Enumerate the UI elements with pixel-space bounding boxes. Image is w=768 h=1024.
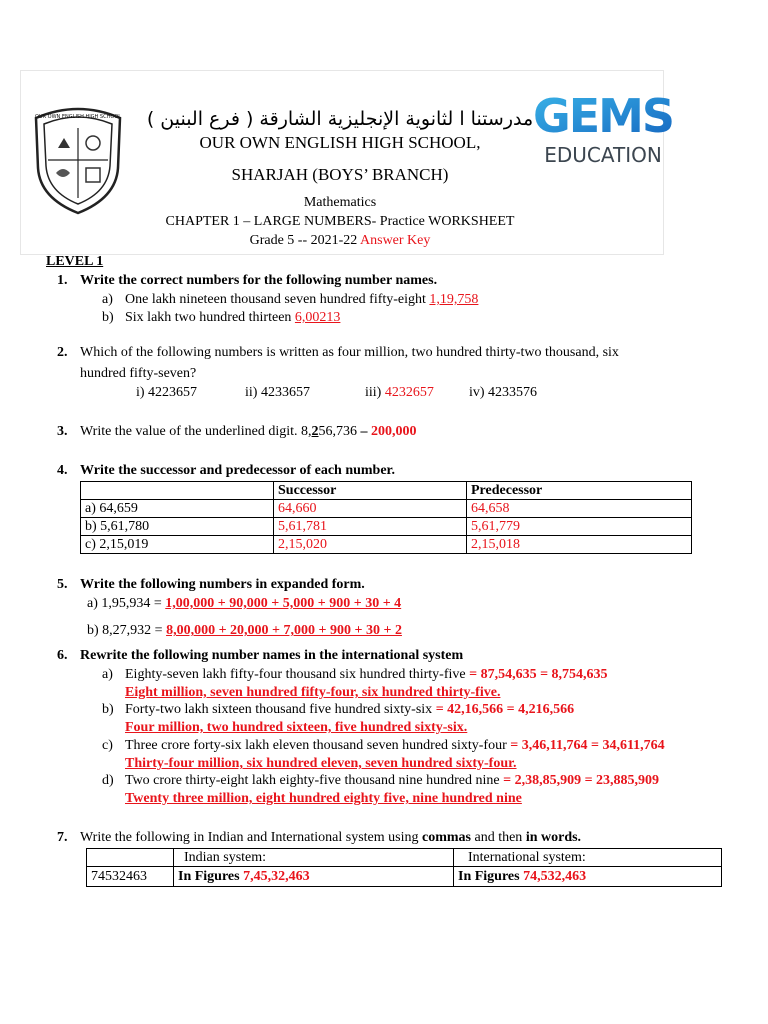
q2-number: 2. <box>57 345 68 360</box>
q5-a-line <box>87 596 401 612</box>
q4-number: 4. <box>57 463 68 478</box>
q3-number-value <box>301 424 357 439</box>
row-number: a) 64,659 <box>81 500 274 518</box>
q1-a-text: One lakh nineteen thousand seven hundred fifty-eight <box>125 292 426 307</box>
q5-text: Write the following numbers in expanded form. <box>80 577 365 592</box>
indian-figures-label: In Figures <box>178 868 240 884</box>
row-number: c) 2,15,019 <box>81 536 274 554</box>
q3-number-pre: 8, <box>301 424 312 439</box>
table-row <box>87 867 722 887</box>
q6-b-label: b) <box>102 702 114 717</box>
q6-a-answer: = 87,54,635 = 8,754,635 <box>469 667 608 682</box>
intl-value: 74,532,463 <box>523 868 587 884</box>
table-header-cell <box>81 482 274 500</box>
row-number: b) 5,61,780 <box>81 518 274 536</box>
row-predecessor: 5,61,779 <box>467 518 692 536</box>
row-successor: 2,15,020 <box>274 536 467 554</box>
row-number: 74532463 <box>87 867 174 887</box>
q6-d-answer: = 2,38,85,909 = 23,885,909 <box>503 773 660 788</box>
q1-b-label: b) <box>102 310 114 325</box>
q6-c-words: Thirty-four million, six hundred eleven, seven hundred sixty-four. <box>125 756 517 771</box>
q3-number: 3. <box>57 424 68 439</box>
q6-d-line <box>125 773 659 789</box>
q6-a-label: a) <box>102 667 113 682</box>
q6-a-words: Eight million, seven hundred fifty-four, six hundred thirty-five. <box>125 685 501 700</box>
table-header-row <box>87 849 722 867</box>
q2-option-3 <box>365 385 434 401</box>
table-header-predecessor: Predecessor <box>467 482 692 500</box>
q1-b-answer: 6,00213 <box>294 310 341 325</box>
q6-b-answer: = 42,16,566 = 4,216,566 <box>435 702 575 717</box>
q7-in-words: in words. <box>525 830 582 845</box>
school-branch: SHARJAH (BOYS’ BRANCH) <box>231 165 449 184</box>
q3-line <box>80 424 417 440</box>
q7-line <box>80 830 581 846</box>
q1-b-line <box>125 310 340 326</box>
q1-a-label: a) <box>102 292 113 307</box>
intl-figures-label: In Figures <box>458 868 520 884</box>
gems-logo-text: GEMS <box>532 89 674 143</box>
row-successor: 64,660 <box>274 500 467 518</box>
q3-answer: 200,000 <box>371 424 417 439</box>
q5-b-label: b) 8,27,932 = <box>87 623 163 638</box>
grade-line <box>160 233 520 249</box>
q3-text: Write the value of the underlined digit. <box>80 424 298 439</box>
q2-line1: Which of the following numbers is written as four million, two hundred thirty-two thousand, six <box>80 345 619 360</box>
crest-text: OUR OWN ENGLISH HIGH SCHOOL <box>35 114 121 120</box>
row-international <box>454 867 722 887</box>
q5-number: 5. <box>57 577 68 592</box>
q7-number: 7. <box>57 830 68 845</box>
q6-a-line <box>125 667 608 683</box>
q6-text: Rewrite the following number names in the international system <box>80 648 464 663</box>
q7-text-pre: Write the following in Indian and International system using <box>80 830 419 845</box>
q2-option-3-answer: 4232657 <box>384 385 434 400</box>
indian-value: 7,45,32,463 <box>243 868 310 884</box>
row-indian <box>174 867 454 887</box>
q1-a-answer: 1,19,758 <box>429 292 479 307</box>
q6-c-line <box>125 738 665 754</box>
q3-underlined-digit: 2 <box>311 424 319 439</box>
q2-option-2: ii) 4233657 <box>245 385 310 400</box>
q5-a-answer: 1,00,000 + 90,000 + 5,000 + 900 + 30 + 4 <box>165 596 402 611</box>
school-crest-logo <box>28 98 128 216</box>
q6-b-text: Forty-two lakh sixteen thousand five hundred sixty-six <box>125 702 433 717</box>
school-name: OUR OWN ENGLISH HIGH SCHOOL, <box>199 133 481 152</box>
answer-key-label: Answer Key <box>360 233 431 248</box>
table-row <box>81 500 692 518</box>
q5-b-line <box>87 623 402 639</box>
q3-number-post: 56,736 <box>318 424 358 439</box>
q1-a-line <box>125 292 478 308</box>
q5-a-label: a) 1,95,934 = <box>87 596 162 611</box>
q6-c-label: c) <box>102 738 113 753</box>
table-header-row <box>81 482 692 500</box>
q7-text-mid: and then <box>474 830 523 845</box>
q1-number: 1. <box>57 273 68 288</box>
q6-b-line <box>125 702 574 718</box>
q1-b-text: Six lakh two hundred thirteen <box>125 310 292 325</box>
chapter-title: CHAPTER 1 – LARGE NUMBERS- Practice WORKSHEET <box>165 214 515 229</box>
q2-option-4: iv) 4233576 <box>469 385 538 400</box>
level-heading: LEVEL 1 <box>46 254 104 269</box>
successor-predecessor-table <box>80 481 692 554</box>
q6-c-answer: = 3,46,11,764 = 34,611,764 <box>510 738 665 753</box>
q1-text: Write the correct numbers for the following number names. <box>80 273 438 288</box>
q6-a-text: Eighty-seven lakh fifty-four thousand six hundred thirty-five <box>125 667 466 682</box>
q7-commas: commas <box>421 830 471 845</box>
q6-d-text: Two crore thirty-eight lakh eighty-five thousand nine hundred nine <box>125 773 500 788</box>
q6-d-words: Twenty three million, eight hundred eighty five, nine hundred nine <box>125 791 522 806</box>
q2-option-1: i) 4223657 <box>136 385 198 400</box>
q6-number: 6. <box>57 648 68 663</box>
grade-text: Grade 5 -- 2021-22 <box>249 233 358 248</box>
q5-b-answer: 8,00,000 + 20,000 + 7,000 + 900 + 30 + 2 <box>166 623 402 638</box>
education-logo-text: EDUCATION <box>544 143 662 167</box>
table-header-successor: Successor <box>274 482 467 500</box>
q2-line2: hundred fifty-seven? <box>80 366 197 381</box>
row-successor: 5,61,781 <box>274 518 467 536</box>
number-system-table <box>86 848 722 887</box>
gems-education-logo <box>532 89 674 170</box>
row-predecessor: 2,15,018 <box>467 536 692 554</box>
table-row <box>81 536 692 554</box>
q6-c-text: Three crore forty-six lakh eleven thousand seven hundred sixty-four <box>125 738 507 753</box>
table-row <box>81 518 692 536</box>
q2-option-3-label: iii) <box>365 385 382 400</box>
q6-d-label: d) <box>102 773 114 788</box>
q6-b-words: Four million, two hundred sixteen, five hundred sixty-six. <box>125 720 468 735</box>
row-predecessor: 64,658 <box>467 500 692 518</box>
table-header-indian: Indian system: <box>174 849 454 867</box>
q4-text: Write the successor and predecessor of each number. <box>80 463 395 478</box>
subject-title: Mathematics <box>303 195 377 210</box>
q3-dash: – <box>360 424 368 439</box>
table-header-international: International system: <box>454 849 722 867</box>
arabic-school-title: مدرستنا ا لثانوية الإنجليزية الشارقة ( فرع البنين ) <box>146 108 534 130</box>
table-header-empty <box>87 849 174 867</box>
